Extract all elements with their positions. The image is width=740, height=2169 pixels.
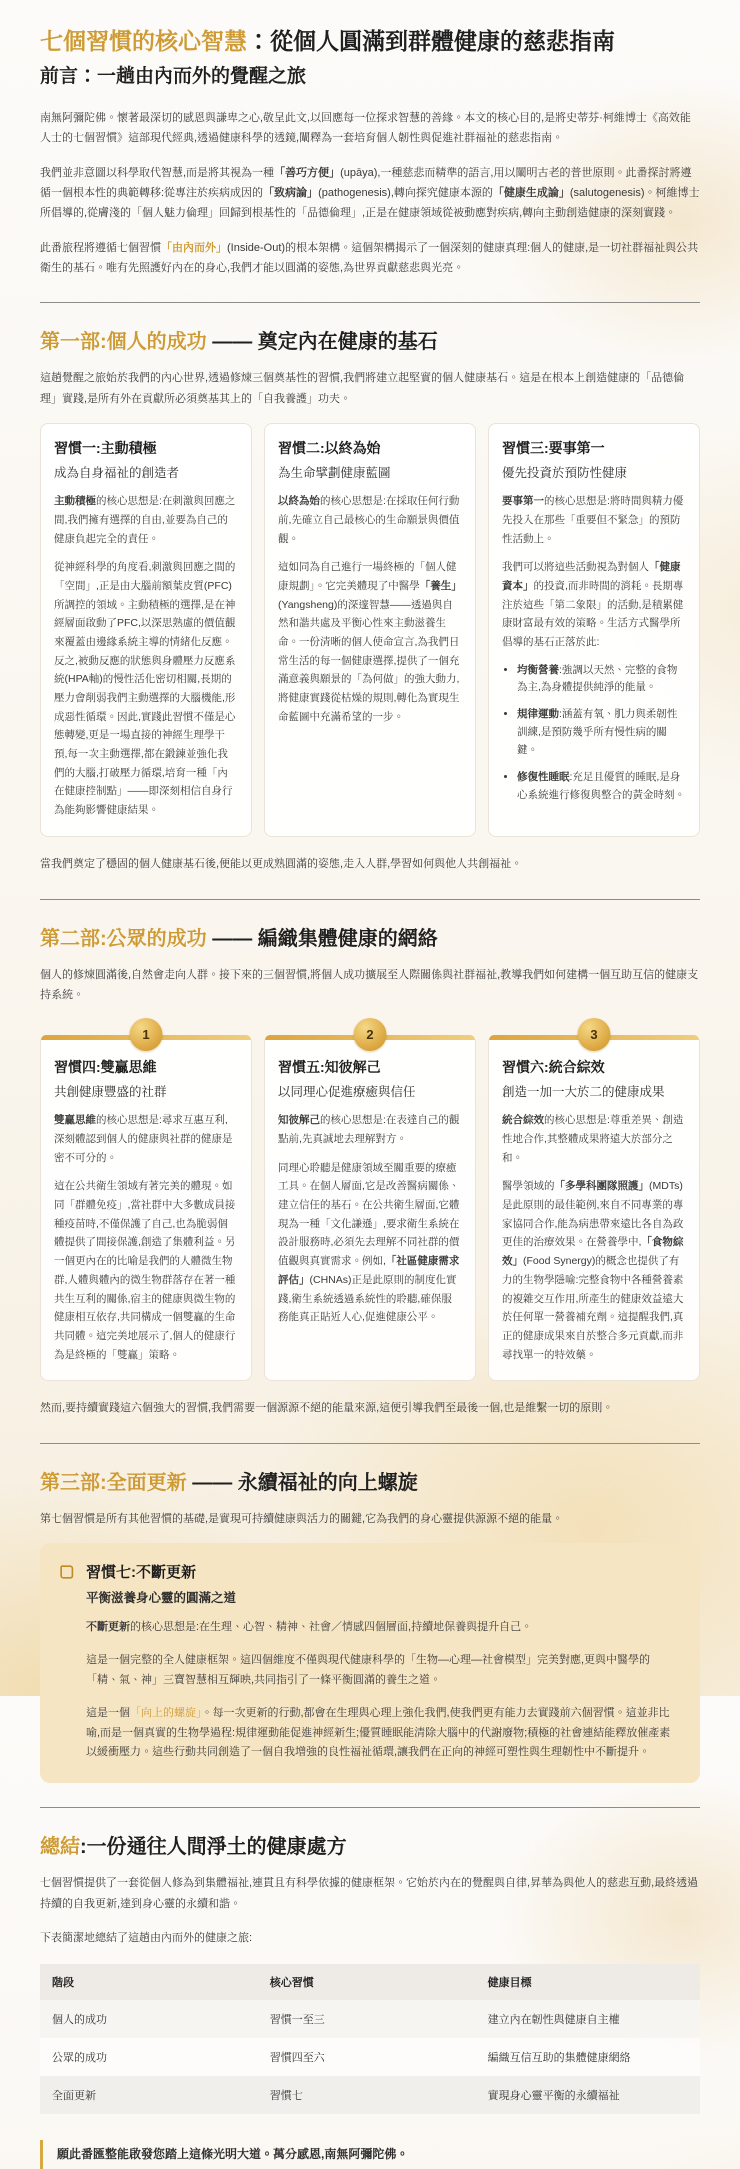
summary-heading-accent: 總結 xyxy=(40,1836,80,1859)
part1-heading-accent: 第一部:個人的成功 xyxy=(40,331,207,354)
part1-cards xyxy=(40,423,700,837)
habit-card-6 xyxy=(488,1027,700,1381)
intro-paragraph-1: 南無阿彌陀佛。懷著最深切的感恩與謙卑之心,敬呈此文,以回應每一位探求智慧的善緣。本文的核心目的,是將史蒂芬·柯維博士《高效能人士的七個習慣》這部現代經典,透過健康科學的透鏡,闡釋為一套培育個人韌性與促進社群福祉的慈悲指南。 xyxy=(40,112,691,145)
habit7-paragraph: 這是一個「向上的螺旋」。每一次更新的行動,都會在生理與心理上強化我們,使我們更有能力去實踐前六個習慣。這並非比喻,而是一個真實的生物學過程:規律運動能促進神經新生;優質睡眠能清除大腦中的代謝廢物;積極的社會連結能釋放催產素以緩衝壓力。這些行動共同創造了一個自我增強的良性福祉循環,讓我們在正向的神經可塑性與生理韌性中不斷提升。 xyxy=(86,1706,671,1759)
intro-paragraph-2: 我們並非意圖以科學取代智慧,而是將其視為一種「善巧方便」(upāya),一種慈悲而精準的語言,用以闡明古老的普世原則。此番探討將遵循一個根本性的典範轉移:從專注於疾病成因的「致病論」(pathogenesis),轉向探究健康本源的「健康生成論」(salutogenesis)。柯維博士所倡導的,從膚淺的「個人魅力倫理」回歸到根基性的「品德倫理」,正是在健康領域從被動應對疾病,轉向主動創造健康的深刻實踐。 xyxy=(40,166,700,220)
habit7-paragraph: 不斷更新的核心思想是:在生理、心智、精神、社會／情感四個層面,持續地保養與提升自己。 xyxy=(86,1621,533,1634)
habit-card-subtitle: 成為自身福祉的創造者 xyxy=(54,466,180,481)
habit-card-1 xyxy=(40,423,252,837)
part1-bridge: 當我們奠定了穩固的個人健康基石後,便能以更成熟圓滿的姿態,走入人群,學習如何與他人共創福祉。 xyxy=(40,857,523,870)
card-paragraph: 統合綜效的核心思想是:尊重差異、創造性地合作,其整體成果將遠大於部分之和。 xyxy=(502,1114,684,1164)
table-cell: 編織互信互助的集體健康網絡 xyxy=(487,2052,631,2065)
preface-heading: 前言：一趟由內而外的覺醒之旅 xyxy=(40,66,307,88)
number-badge: 3 xyxy=(578,1018,611,1051)
table-header-row xyxy=(40,1964,700,2000)
habit7-subtitle: 平衡滋養身心靈的圓滿之道 xyxy=(86,1591,237,1606)
habit-card-4 xyxy=(40,1027,252,1381)
summary-table-body xyxy=(40,2000,700,2114)
habit-card-2 xyxy=(264,423,476,837)
habit-card-3 xyxy=(488,423,700,837)
habit7-header xyxy=(58,1561,678,1763)
part1-intro: 這趟覺醒之旅始於我們的內心世界,透過修煉三個奠基性的習慣,我們將建立起堅實的個人健康基石。這是在根本上創造健康的「品德倫理」實踐,是所有外在貢獻所必須奠基其上的「自我養護」功夫。 xyxy=(40,372,685,405)
list-item: • 均衡營養:強調以天然、完整的食物為主,為身體提供純淨的能量。 xyxy=(517,662,686,698)
column-header: 健康目標 xyxy=(476,1964,700,2000)
habit-card-title: 習慣六:統合綜效 xyxy=(502,1059,605,1076)
list-item: • 規律運動:涵蓋有氧、肌力與柔韌性訓練,是預防幾乎所有慢性病的關鍵。 xyxy=(517,706,686,760)
part2-cards xyxy=(40,1027,700,1381)
table-cell: 公眾的成功 xyxy=(52,2052,107,2065)
part2-intro: 個人的修煉圓滿後,自然會走向人群。接下來的三個習慣,將個人成功擴展至人際關係與社群福祉,教導我們如何建構一個互助互信的健康支持系統。 xyxy=(40,968,699,1001)
table-row xyxy=(40,2000,700,2038)
part1-heading xyxy=(40,325,700,354)
summary-table-head xyxy=(40,1964,700,2000)
habit-card-title: 習慣一:主動積極 xyxy=(54,440,157,457)
column-header: 階段 xyxy=(40,1964,258,2000)
intro-paragraph-3: 此番旅程將遵循七個習慣「由內而外」(Inside-Out)的根本架構。這個架構揭示了一個深刻的健康真理:個人的健康,是一切社群福祉與公共衛生的基石。唯有先照護好內在的身心,我們才能以圓滿的姿態,為世界貢獻慈悲與光亮。 xyxy=(40,241,699,275)
section-divider xyxy=(40,1807,700,1808)
card-paragraph: 我們可以將這些活動視為對個人「健康資本」的投資,而非時間的消耗。長期專注於這些「第二象限」的活動,是積累健康財富最有效的策略。生活方式醫學所倡導的基石正落於此: xyxy=(502,561,684,648)
card-paragraph: 從神經科學的角度看,刺激與回應之間的「空間」,正是由大腦前額葉皮質(PFC)所調控的領域。主動積極的選擇,是在神經層面啟動了PFC,以深思熟慮的價值觀來覆蓋由邊緣系統主導的情緒化反應。反之,被動反應的狀態與身體壓力反應系統(HPA軸)的慢性活化密切相關,長期的壓力會削弱我們主動選擇的大腦機能,形成惡性循環。因此,實踐此習慣不僅是心態轉變,更是一場直接的神經生理學干預,每一次主動選擇,都在鍛鍊並強化我們的大腦,打破壓力循環,培育一種「內在健康控制點」——即深刻相信自身行為能夠影響健康結果。 xyxy=(54,561,236,817)
card-paragraph: 這在公共衛生領域有著完美的體現。如同「群體免疫」,當社群中大多數成員接種疫苗時,不僅保護了自己,也為脆弱個體提供了間接保護,創造了集體利益。另一個更內在的比喻是我們的人體微生物群,人體與體內的微生物群落存在著一種共生互利的關係,宿主的健康與微生物的健康相互依存,共同構成一個雙贏的生命共同體。這完美地展示了,個人的健康行為是終極的「雙贏」策略。 xyxy=(54,1180,236,1361)
part2-heading xyxy=(40,922,700,951)
card-paragraph: 以終為始的核心思想是:在採取任何行動前,先確立自己最核心的生命願景與價值觀。 xyxy=(278,495,460,545)
part2-bridge: 然而,要持續實踐這六個強大的習慣,我們需要一個源源不絕的能量來源,這便引導我們至最後一個,也是維繫一切的原則。 xyxy=(40,1402,614,1415)
summary-table xyxy=(40,1964,700,2114)
column-header: 核心習慣 xyxy=(258,1964,476,2000)
table-row xyxy=(40,2076,700,2114)
card-paragraph: 主動積極的核心思想是:在刺激與回應之間,我們擁有選擇的自由,並要為自己的健康負起完全的責任。 xyxy=(54,495,236,545)
habit7-paragraph: 這是一個完整的全人健康框架。這四個維度不僅與現代健康科學的「生物—心理—社會模型」完美對應,更與中醫學的「精、氣、神」三寶智慧相互輝映,共同指引了一條平衡圓滿的養生之道。 xyxy=(86,1654,651,1686)
habit-card-5 xyxy=(264,1027,476,1381)
habit7-titles xyxy=(86,1561,678,1763)
habit-card-title: 習慣二:以終為始 xyxy=(278,440,381,457)
closing-blessing: 願此番匯整能啟發您踏上這條光明大道。萬分感恩,南無阿彌陀佛。 xyxy=(40,2140,700,2168)
habit7-box xyxy=(40,1543,700,1783)
table-row xyxy=(40,2038,700,2076)
part3-intro: 第七個習慣是所有其他習慣的基礎,是實現可持續健康與活力的關鍵,它為我們的身心靈提供源源不絕的能量。 xyxy=(40,1513,564,1526)
part2-heading-rest: —— 編織集體健康的網絡 xyxy=(206,927,438,950)
habit-card-subtitle: 共創健康豐盛的社群 xyxy=(54,1085,167,1100)
table-cell: 習慣一至三 xyxy=(269,2014,325,2027)
section-divider xyxy=(40,899,700,900)
table-cell: 建立內在韌性與健康自主權 xyxy=(487,2014,620,2027)
card-paragraph: 這如同為自己進行一場終極的「個人健康規劃」。它完美體現了中醫學「養生」(Yangsheng)的深邃智慧——透過與自然和諧共處及平衡心性來主動滋養生命。一份清晰的個人使命宣言,為我們日常生活的每一個健康選擇,提供了一個充滿意義與願景的「為何做」的強大動力,將健康實踐從枯燥的規則,轉化為實現生命藍圖中充滿希望的一步。 xyxy=(278,561,462,723)
table-cell: 全面更新 xyxy=(52,2090,96,2103)
habit-card-title: 習慣五:知彼解己 xyxy=(278,1059,381,1076)
lifestyle-pillars-list xyxy=(502,662,686,805)
summary-heading xyxy=(40,1830,700,1859)
page-title-accent: 七個習慣的核心智慧 xyxy=(40,28,247,54)
part3-heading-rest: —— 永續福祉的向上螺旋 xyxy=(186,1472,418,1495)
summary-heading-rest: :一份通往人間淨土的健康處方 xyxy=(80,1836,347,1859)
habit-card-subtitle: 為生命擘劃健康藍圖 xyxy=(278,466,391,481)
page-title-rest: ：從個人圓滿到群體健康的慈悲指南 xyxy=(247,28,615,54)
part1-heading-rest: —— 奠定內在健康的基石 xyxy=(206,331,438,354)
part2-heading-accent: 第二部:公眾的成功 xyxy=(40,927,207,950)
part3-heading-accent: 第三部:全面更新 xyxy=(40,1472,187,1495)
summary-paragraph-2: 下表簡潔地總結了這趟由內而外的健康之旅: xyxy=(40,1931,253,1944)
card-paragraph: 醫學領域的「多學科團隊照護」(MDTs)是此原則的最佳範例,來自不同專業的專家協同合作,能為病患帶來遠比各自為政更佳的治療效果。在營養學中,「食物綜效」(Food Synergy)的概念也提供了有力的生物學隱喻:完整食物中各種營養素的複雜交互作用,所產生的健康效益遠大於任何單一營養補充劑。這提醒我們,真正的健康成果來自於整合多元貢獻,而非尋找單一的特效藥。 xyxy=(502,1180,684,1361)
habit-card-subtitle: 優先投資於預防性健康 xyxy=(502,466,628,481)
part3-heading xyxy=(40,1466,700,1495)
habit7-title: 習慣七:不斷更新 xyxy=(86,1564,196,1582)
summary-paragraph-1: 七個習慣提供了一套從個人修為到集體福祉,連貫且有科學依據的健康框架。它始於內在的覺醒與自律,昇華為與他人的慈悲互動,最終透過持續的自我更新,達到身心靈的永續和諧。 xyxy=(40,1877,699,1910)
table-cell: 習慣七 xyxy=(269,2090,303,2103)
number-badge: 2 xyxy=(354,1018,387,1051)
list-item: • 修復性睡眠:充足且優質的睡眠,是身心系統進行修復與整合的黃金時刻。 xyxy=(517,769,686,805)
page-title xyxy=(40,26,700,57)
card-paragraph: 同理心聆聽是健康領域至關重要的療癒工具。在個人層面,它是改善醫病關係、建立信任的基石。在公共衛生層面,它體現為一種「文化謙遜」,要求衛生系統在設計服務時,必須先去理解不同社群的價值觀與真實需求。例如,「社區健康需求評估」(CHNAs)正是此原則的制度化實踐,衛生系統透過系統性的聆聽,確保服務能真正貼近人心,促進健康公平。 xyxy=(278,1161,460,1324)
section-divider xyxy=(40,302,700,303)
habit-card-subtitle: 創造一加一大於二的健康成果 xyxy=(502,1085,665,1100)
habit-card-title: 習慣三:要事第一 xyxy=(502,440,605,457)
renewal-icon xyxy=(58,1563,76,1586)
habit-card-subtitle: 以同理心促進療癒與信任 xyxy=(278,1085,416,1100)
number-badge: 1 xyxy=(130,1018,163,1051)
card-paragraph: 雙贏思維的核心思想是:尋求互惠互利,深刻體認到個人的健康與社群的健康是密不可分的。 xyxy=(54,1114,233,1164)
section-divider xyxy=(40,1443,700,1444)
habit-card-title: 習慣四:雙贏思維 xyxy=(54,1059,157,1076)
table-cell: 個人的成功 xyxy=(52,2014,107,2027)
table-cell: 實現身心靈平衡的永續福祉 xyxy=(487,2090,620,2103)
card-paragraph: 要事第一的核心思想是:將時間與精力優先投入在那些「重要但不緊急」的預防性活動上。 xyxy=(502,495,684,545)
card-paragraph: 知彼解己的核心思想是:在表達自己的觀點前,先真誠地去理解對方。 xyxy=(278,1114,460,1145)
table-cell: 習慣四至六 xyxy=(269,2052,325,2065)
